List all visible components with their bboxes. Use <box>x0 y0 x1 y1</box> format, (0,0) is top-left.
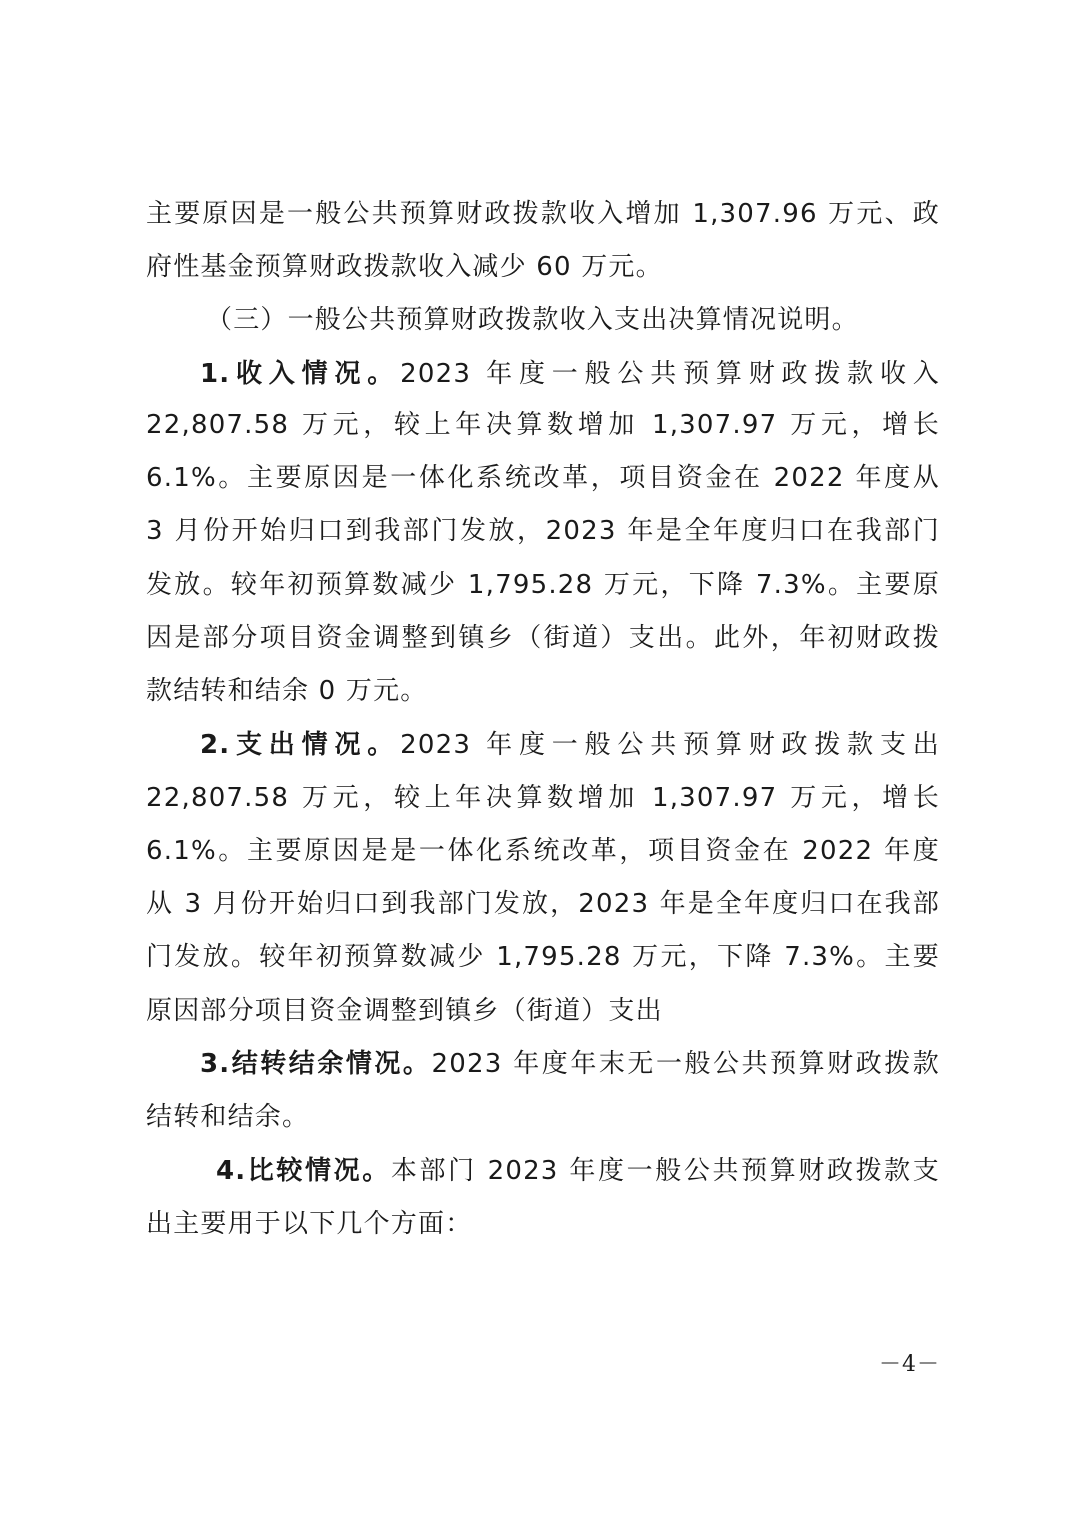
paragraph-line: 22,807.58 万元，较上年决算数增加 1,307.97 万元，增长 <box>146 410 940 440</box>
paragraph-line: 发放。较年初预算数减少 1,795.28 万元，下降 7.3%。主要原 <box>146 570 940 600</box>
balance-text: 2023 年度年末无一般公共预算财政拨款 <box>431 1049 940 1079</box>
expense-paragraph-first-line <box>200 727 940 763</box>
income-heading: 1.收入情况。 <box>200 359 401 389</box>
expense-heading: 2.支出情况。 <box>200 730 401 760</box>
paragraph-line: 因是部分项目资金调整到镇乡（街道）支出。此外，年初财政拨 <box>146 623 940 653</box>
balance-paragraph-first-line <box>200 1046 940 1082</box>
paragraph-line: 结转和结余。 <box>146 1102 310 1132</box>
paragraph-line: 6.1%。主要原因是是一体化系统改革，项目资金在 2022 年度 <box>146 836 940 866</box>
paragraph-line: 从 3 月份开始归口到我部门发放，2023 年是全年度归口在我部 <box>146 889 940 919</box>
expense-text: 2023 年度一般公共预算财政拨款支出 <box>400 730 941 760</box>
comparison-heading: 4.比较情况。 <box>216 1156 391 1186</box>
paragraph-line: 门发放。较年初预算数减少 1,795.28 万元，下降 7.3%。主要 <box>146 942 940 972</box>
paragraph-line: 6.1%。主要原因是一体化系统改革，项目资金在 2022 年度从 <box>146 463 940 493</box>
paragraph-line: 主要原因是一般公共预算财政拨款收入增加 1,307.96 万元、政 <box>146 199 940 229</box>
income-text: 2023 年度一般公共预算财政拨款收入 <box>400 359 941 389</box>
paragraph-line: 出主要用于以下几个方面： <box>146 1209 473 1239</box>
paragraph-line: 款结转和结余 0 万元。 <box>146 676 428 706</box>
paragraph-line: 原因部分项目资金调整到镇乡（街道）支出 <box>146 996 663 1026</box>
paragraph-line: 府性基金预算财政拨款收入减少 60 万元。 <box>146 252 663 282</box>
paragraph-line: 22,807.58 万元，较上年决算数增加 1,307.97 万元，增长 <box>146 783 940 813</box>
page-number: －4－ <box>879 1352 940 1377</box>
paragraph-line: 3 月份开始归口到我部门发放，2023 年是全年度归口在我部门 <box>146 516 940 546</box>
comparison-paragraph-first-line <box>216 1153 940 1189</box>
comparison-text: 本部门 2023 年度一般公共预算财政拨款支 <box>390 1156 940 1186</box>
balance-heading: 3.结转结余情况。 <box>200 1049 432 1079</box>
section-heading: （三）一般公共预算财政拨款收入支出决算情况说明。 <box>206 305 859 335</box>
income-paragraph-first-line <box>200 356 940 392</box>
